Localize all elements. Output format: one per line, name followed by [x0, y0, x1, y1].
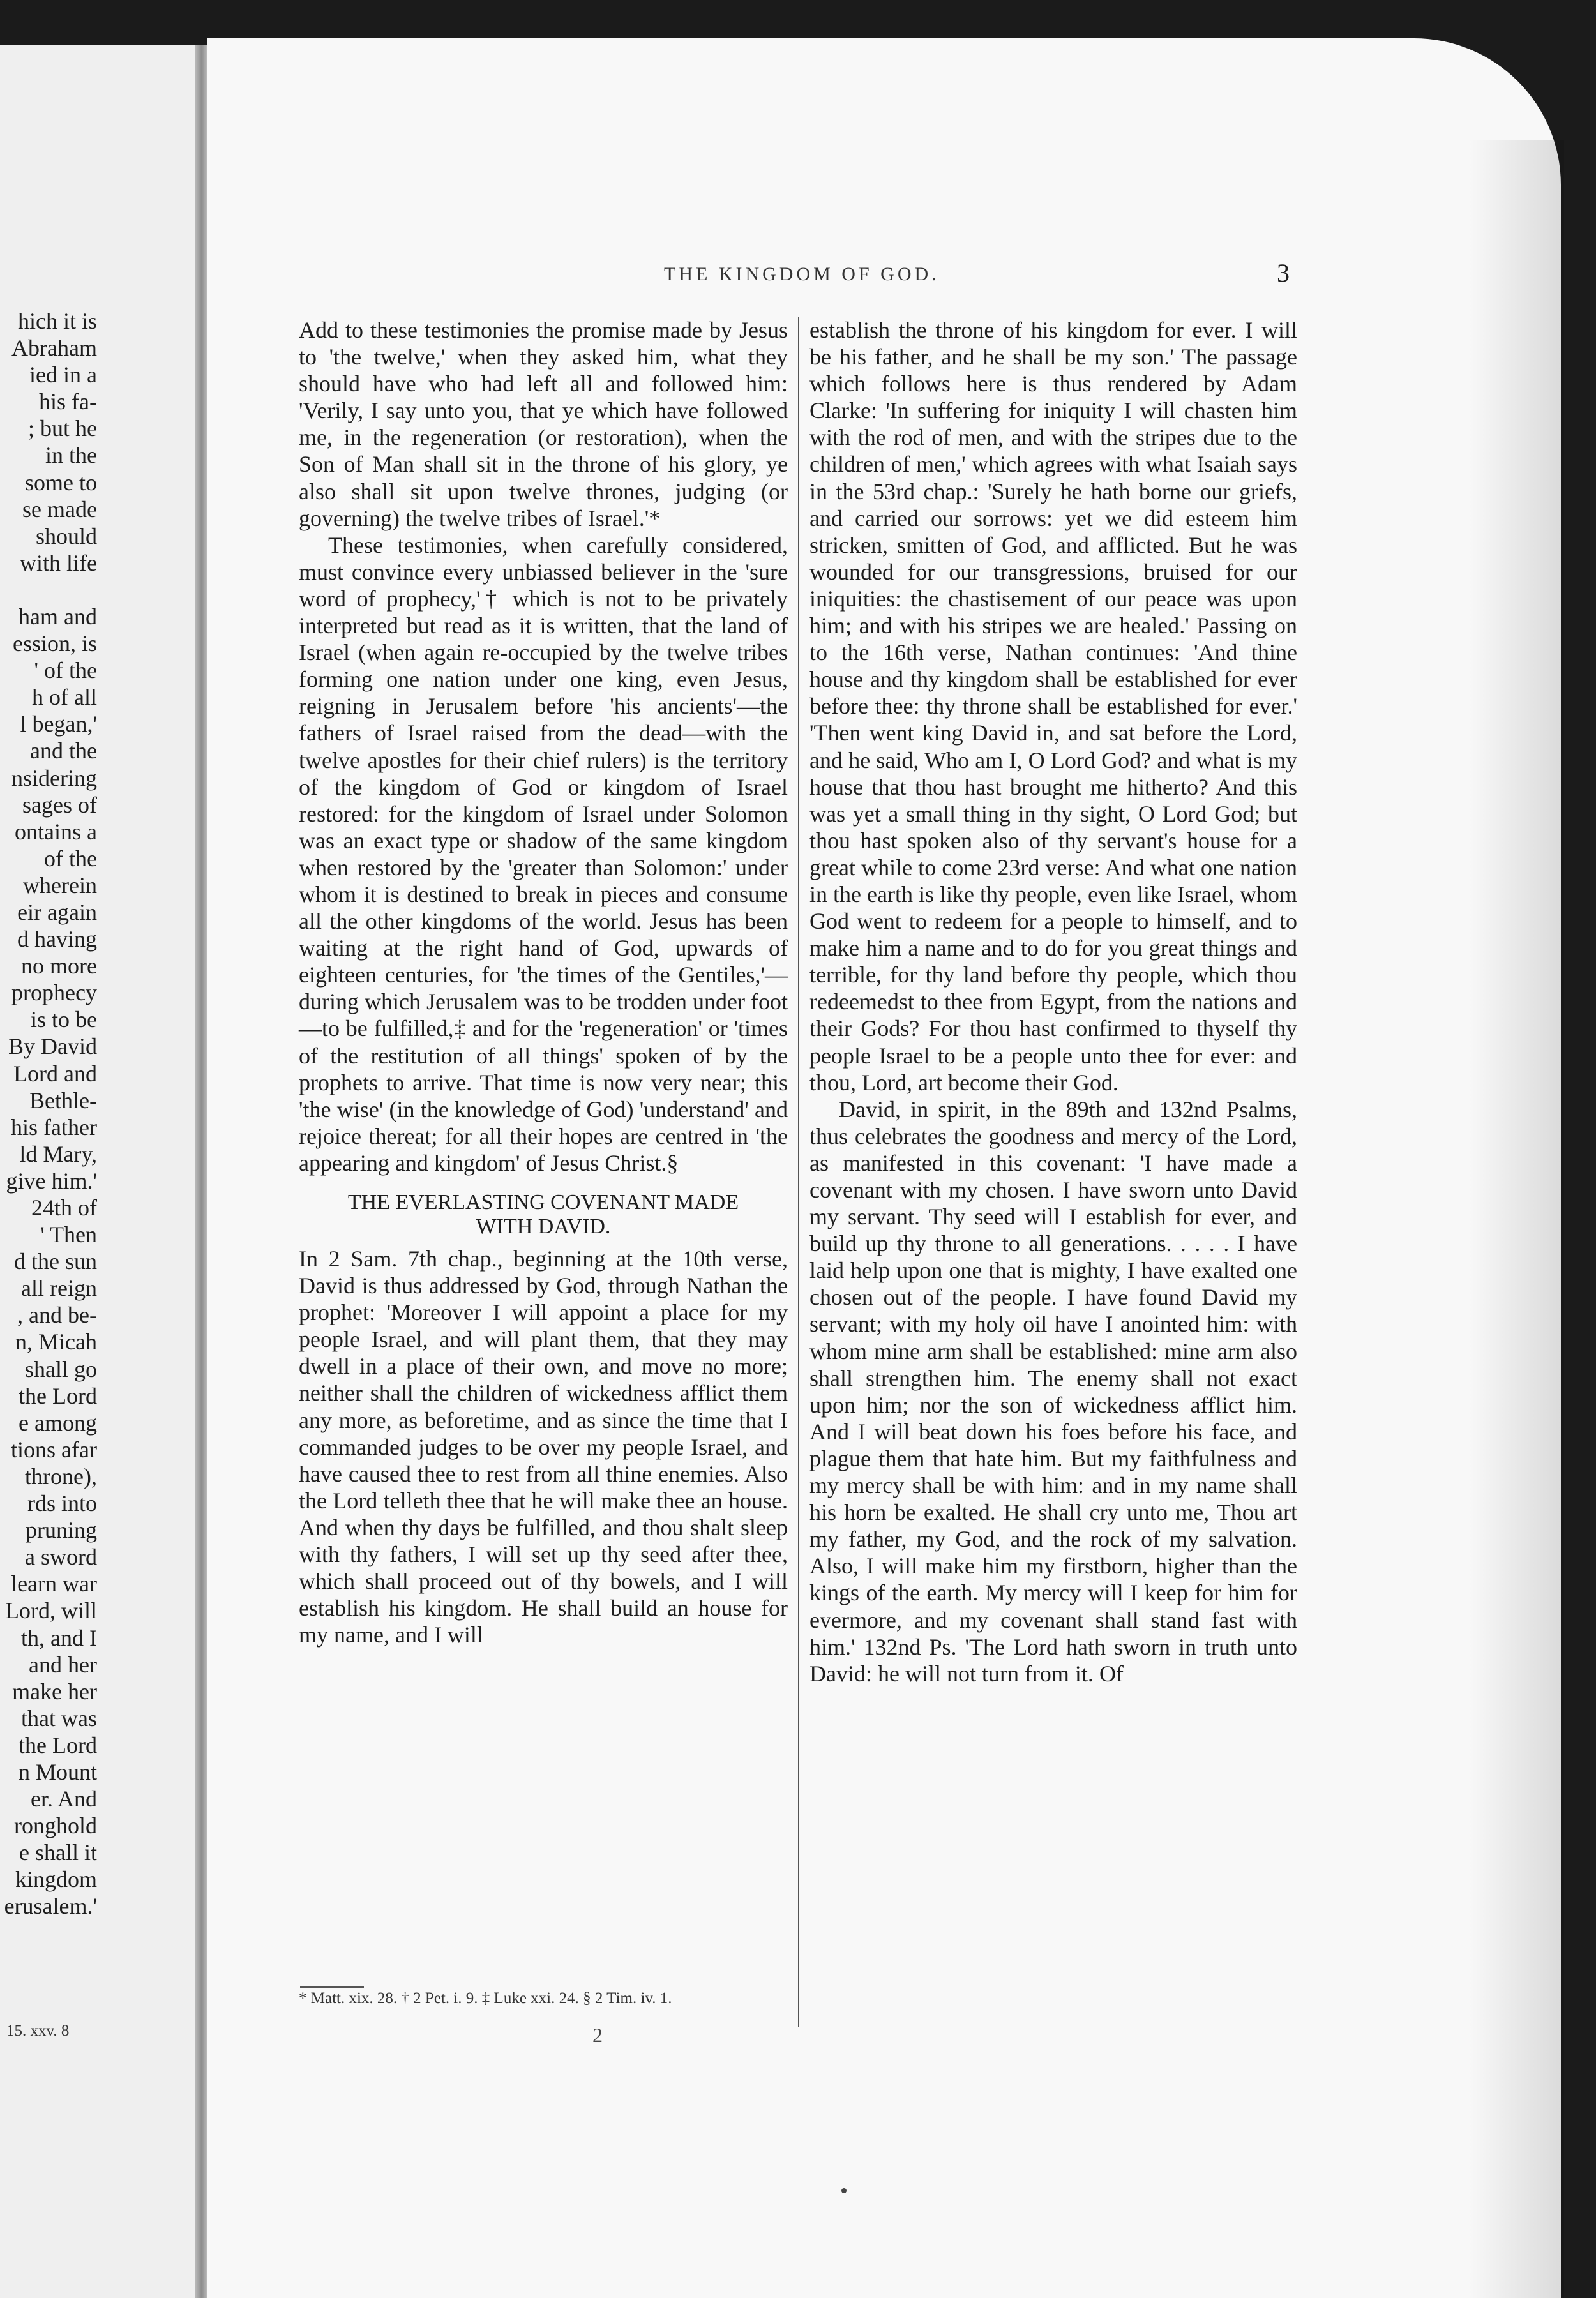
previous-page-line: ession, is	[12, 631, 97, 657]
previous-page-line: hich it is	[18, 308, 97, 334]
previous-page-line: make her	[12, 1678, 97, 1704]
page-edge-shadow	[1468, 140, 1564, 2298]
previous-page-line: of the	[44, 845, 97, 871]
previous-page-line: Abraham	[11, 335, 97, 361]
previous-page-line: all reign	[21, 1275, 97, 1302]
previous-page-line: ; but he	[28, 416, 97, 442]
previous-page-line: Bethle-	[29, 1087, 97, 1113]
footnote-rule	[300, 1986, 364, 1988]
previous-page-line: that was	[21, 1705, 97, 1731]
previous-page-line: ronghold	[14, 1813, 97, 1839]
previous-page-line: tions afar	[11, 1436, 97, 1462]
previous-page-line: ontains a	[15, 818, 97, 845]
previous-page-line: and her	[29, 1651, 97, 1678]
previous-page-line: Lord, will	[5, 1598, 97, 1624]
previous-page-line: in the	[45, 442, 97, 469]
previous-page-line: l began,'	[20, 711, 97, 737]
previous-page-line: n Mount	[18, 1759, 97, 1785]
previous-page-line: er. And	[31, 1786, 97, 1812]
previous-page-line: Lord and	[13, 1060, 97, 1086]
previous-page-line: e shall it	[19, 1840, 97, 1866]
previous-page-line: learn war	[11, 1571, 97, 1597]
previous-page-line: , and be-	[17, 1302, 97, 1328]
previous-page-line: ' Then	[40, 1222, 97, 1248]
left-column	[299, 317, 788, 1648]
right-column	[809, 317, 1297, 1687]
previous-page-line: a sword	[25, 1544, 97, 1570]
previous-page-line: By David	[8, 1033, 97, 1060]
previous-page-line: wherein	[23, 872, 97, 898]
previous-page-line: se made	[22, 496, 97, 522]
previous-page-line: his fa-	[39, 389, 97, 415]
previous-page-line: rds into	[27, 1491, 97, 1517]
right-paragraph-2: David, in spirit, in the 89th and 132nd Psalms, thus celebrates the goodness and mercy of the Lord, as manifested in this covenant: 'I have made a covenant with my chosen. I have sworn unto David my servant. Thy seed will I establish for ever, and build up thy throne to all generations. . . . . I have laid help upon one that is mighty, I have exalted one chosen out of the people. I have found David my servant; with my holy oil have I anointed him: with whom mine arm shall be established: mine arm also shall strengthen him. The enemy shall not exact upon him; nor the son of wickedness afflict him. And I will beat down his foes before his face, and plague them that hate him. But my faithfulness and my mercy shall be with him: and in my name shall his horn be exalted. He shall cry unto me, Thou art my father, my God, and the rock of my salvation. Also, I will make him my firstborn, higher than the kings of the earth. My mercy will I keep for him for evermore, and my covenant shall stand fast with him.' 132nd Ps. 'The Lord hath sworn in truth unto David: he will not turn from it. Of	[809, 1096, 1297, 1686]
previous-page-line: ' of the	[34, 657, 97, 684]
previous-page-line: prophecy	[11, 980, 97, 1006]
previous-page-line	[0, 576, 97, 603]
previous-page-line: sages of	[22, 792, 97, 818]
previous-page-line: nsidering	[11, 765, 97, 791]
previous-page-line: the Lord	[19, 1383, 97, 1409]
previous-page-line: and the	[30, 738, 97, 764]
book-gutter	[195, 45, 209, 2298]
previous-page-line: e among	[19, 1409, 97, 1436]
previous-page-line: should	[35, 523, 97, 549]
previous-page-line: eir again	[17, 899, 97, 925]
previous-page-line: some to	[25, 469, 97, 495]
section-heading-line-2: WITH DAVID.	[476, 1215, 611, 1238]
previous-page-line: ham and	[19, 603, 97, 629]
previous-page-line: ld Mary,	[19, 1141, 97, 1167]
signature-mark: 2	[592, 2024, 603, 2046]
previous-page-line: give him.'	[6, 1168, 97, 1194]
footnotes: * Matt. xix. 28. † 2 Pet. i. 9. ‡ Luke xxi. 24. § 2 Tim. iv. 1.	[299, 1990, 672, 2007]
previous-page-line: erusalem.'	[4, 1893, 97, 1919]
previous-page-line: 24th of	[31, 1195, 97, 1220]
previous-page-line: h of all	[32, 684, 97, 710]
section-heading	[299, 1190, 788, 1239]
previous-page-footnote: 15. xxv. 8	[6, 2022, 70, 2039]
left-paragraph-1: Add to these testimonies the promise made by Jesus to 'the twelve,' when they asked him, what they should have who had left all and followed him: 'Verily, I say unto you, that ye which have followed me, in the regeneration (or restoration), when the Son of Man shall sit in the throne of his glory, ye also shall sit upon twelve thrones, judging (or governing) the twelve tribes of Israel.'*	[299, 317, 788, 531]
previous-page	[0, 45, 203, 2298]
previous-page-line: d having	[17, 926, 97, 952]
previous-page-column	[0, 308, 102, 1920]
previous-page-line: th, and I	[21, 1625, 97, 1651]
column-rule	[798, 317, 799, 2027]
previous-page-line: d the sun	[14, 1249, 97, 1275]
previous-page-line: the Lord	[19, 1732, 97, 1758]
previous-page-line: throne),	[25, 1463, 97, 1489]
page-number: 3	[1277, 259, 1290, 287]
running-head: THE KINGDOM OF GOD.	[664, 264, 940, 285]
previous-page-line: with life	[20, 550, 97, 576]
previous-page-line: pruning	[26, 1517, 97, 1543]
previous-page-line: kingdom	[15, 1866, 97, 1893]
previous-page-line: is to be	[31, 1007, 97, 1033]
previous-page-line: no more	[21, 953, 97, 979]
previous-page-line: his father	[11, 1114, 97, 1140]
previous-page-line: n, Micah	[15, 1329, 97, 1355]
section-heading-line-1: THE EVERLASTING COVENANT MADE	[347, 1190, 739, 1214]
left-paragraph-2: These testimonies, when carefully considered, must convince every unbiassed believer in the 'sure word of prophecy,'† which is not to be privately interpreted but read as it is written, that the land of Israel (when again re-occupied by the twelve tribes forming one nation under one king, even Jesus, reigning in Jerusalem before 'his ancients'—the fathers of Israel raised from the dead—with the twelve apostles for their chief rulers) is the territory of the kingdom of God or kingdom of Israel restored: for the kingdom of Israel under Solomon was an exact type or shadow of the same kingdom when restored by the 'greater than Solomon:' under whom it is destined to break in pieces and consume all the other kingdoms of the world. Jesus has been waiting at the right hand of God, upwards of eighteen centuries, for 'the times of the Gentiles,'—during which Jerusalem was to be trodden under foot—to be fulfilled,‡ and for the 'regeneration' or 'times of the restitution of all things' spoken of by the prophets to arrive. That time is now very near; this 'the wise' (in the knowledge of God) 'understand' and rejoice thereat; for all their hopes are centred in 'the appearing and kingdom' of Jesus Christ.§	[299, 532, 788, 1176]
previous-page-line: shall go	[25, 1356, 97, 1382]
right-paragraph-1: establish the throne of his kingdom for ever. I will be his father, and he shall be my son.' The passage which follows here is thus rendered by Adam Clarke: 'In suffering for iniquity I will chasten him with the rod of men, and with the stripes due to the children of men,' which agrees with what Isaiah says in the 53rd chap.: 'Surely he hath borne our griefs, and carried our sorrows: yet we did esteem him stricken, smitten of God, and afflicted. But he was wounded for our transgressions, bruised for our iniquities: the chastisement of our peace was upon him; and with his stripes we are healed.' Passing on to the 16th verse, Nathan continues: 'And thine house and thy kingdom shall be established for ever before thee: thy throne shall be established for ever.' 'Then went king David in, and sat before the Lord, and he said, Who am I, O Lord God? and what is my house that thou hast brought me hitherto? And this was yet a small thing in thy sight, O Lord God; but thou hast spoken also of thy servant's house for a great while to come 23rd verse: And what one nation in the earth is like thy people, even like Israel, whom God went to redeem for a people to himself, and to make him a name and to do for you great things and terrible, for thy land before thy people, which thou redeemedst to thee from Egypt, from the nations and their Gods? For thou hast confirmed to thyself thy people Israel to be a people unto thee for ever: and thou, Lord, art become their God.	[809, 317, 1297, 1095]
left-paragraph-3: In 2 Sam. 7th chap., beginning at the 10th verse, David is thus addressed by God, through Nathan the prophet: 'Moreover I will appoint a place for my people Israel, and will plant them, that they may dwell in a place of their own, and move no more; neither shall the children of wickedness afflict them any more, as beforetime, and as since the time that I commanded judges to be over my people Israel, and have caused thee to rest from all thine enemies. Also the Lord telleth thee that he will make thee an house. And when thy days be fulfilled, and thou shalt sleep with thy fathers, I will set up thy seed after thee, which shall proceed out of thy bowels, and I will establish his kingdom. He shall build an house for my name, and I will	[299, 1246, 788, 1648]
speck-mark	[841, 2188, 847, 2193]
previous-page-line: ied in a	[29, 362, 97, 388]
